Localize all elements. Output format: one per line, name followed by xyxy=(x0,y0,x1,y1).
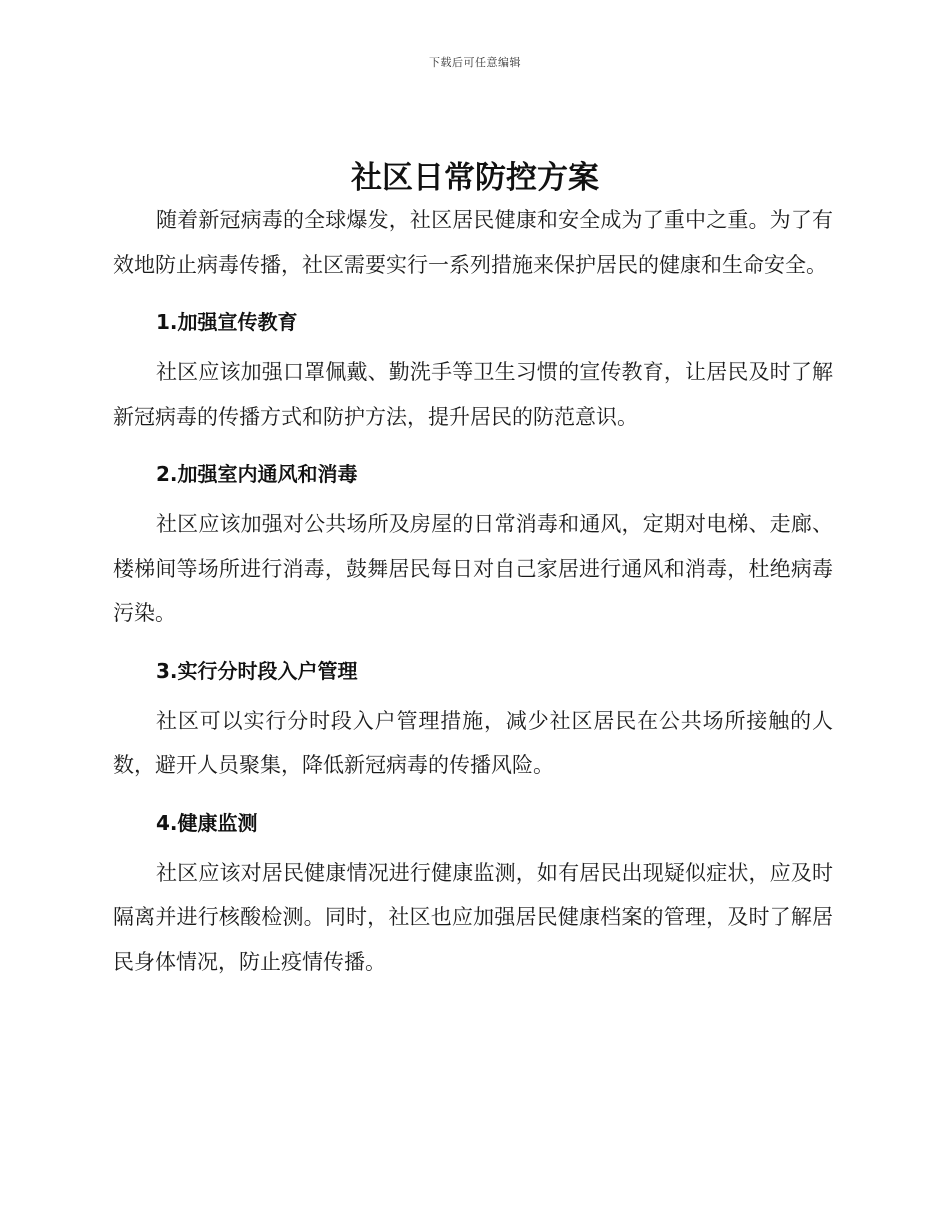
section-heading: 2.加强室内通风和消毒 xyxy=(156,462,358,486)
section-paragraph: 社区应该对居民健康情况进行健康监测，如有居民出现疑似症状，应及时隔离并进行核酸检测。同时，社区也应加强居民健康档案的管理，及时了解居民身体情况，防止疫情传播。 xyxy=(113,860,833,974)
section-paragraph: 社区应该加强口罩佩戴、勤洗手等卫生习惯的宣传教育，让居民及时了解新冠病毒的传播方式和防护方法，提升居民的防范意识。 xyxy=(113,360,833,429)
section-paragraph: 社区可以实行分时段入户管理措施，减少社区居民在公共场所接触的人数，避开人员聚集，降低新冠病毒的传播风险。 xyxy=(113,708,833,777)
section-heading: 4.健康监测 xyxy=(156,810,258,835)
section-heading: 3.实行分时段入户管理 xyxy=(156,658,358,683)
page-header: 下载后可任意编辑 xyxy=(429,56,521,69)
section-paragraph: 社区应该加强对公共场所及房屋的日常消毒和通风，定期对电梯、走廊、楼梯间等场所进行消毒，鼓舞居民每日对自己家居进行通风和消毒，杜绝病毒污染。 xyxy=(113,512,833,625)
intro-paragraph: 随着新冠病毒的全球爆发，社区居民健康和安全成为了重中之重。为了有效地防止病毒传播，社区需要实行一系列措施来保护居民的健康和生命安全。 xyxy=(113,208,833,277)
document-title: 社区日常防控方案 xyxy=(351,160,599,196)
document-body xyxy=(113,198,833,984)
section-heading: 1.加强宣传教育 xyxy=(156,310,298,334)
